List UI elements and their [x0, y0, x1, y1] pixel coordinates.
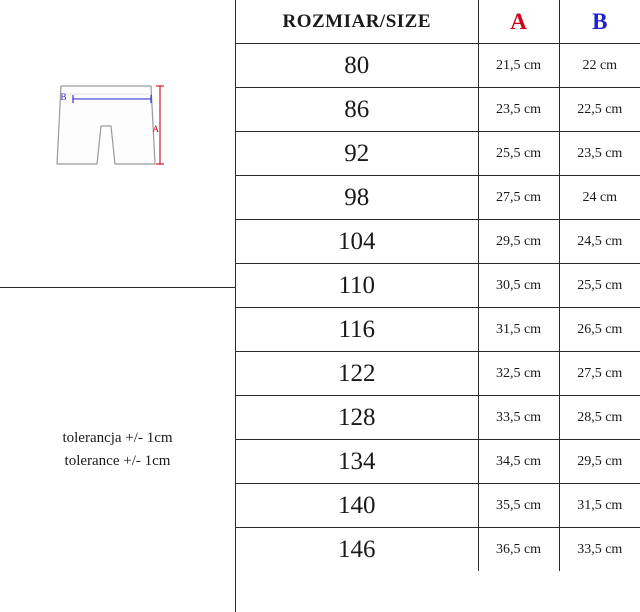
cell-b: 23,5 cm [559, 132, 640, 176]
cell-a: 33,5 cm [478, 396, 559, 440]
header-size: ROZMIAR/SIZE [236, 0, 478, 44]
cell-a: 36,5 cm [478, 528, 559, 572]
header-a: A [478, 0, 559, 44]
cell-b: 33,5 cm [559, 528, 640, 572]
cell-a: 34,5 cm [478, 440, 559, 484]
cell-a: 32,5 cm [478, 352, 559, 396]
tolerance-line-en: tolerance +/- 1cm [64, 453, 171, 469]
cell-b: 24,5 cm [559, 220, 640, 264]
table-row [236, 176, 640, 220]
cell-size: 80 [236, 44, 478, 88]
cell-b: 24 cm [559, 176, 640, 220]
cell-size: 98 [236, 176, 478, 220]
table-row [236, 528, 640, 572]
table-header-row [236, 0, 640, 44]
cell-size: 86 [236, 88, 478, 132]
cell-a: 21,5 cm [478, 44, 559, 88]
table-row [236, 484, 640, 528]
cell-a: 25,5 cm [478, 132, 559, 176]
cell-b: 22 cm [559, 44, 640, 88]
cell-b: 29,5 cm [559, 440, 640, 484]
table-row [236, 220, 640, 264]
cell-a: 35,5 cm [478, 484, 559, 528]
table-row [236, 352, 640, 396]
table-header [236, 0, 640, 44]
diagram-label-a: A [152, 123, 159, 134]
shorts-diagram [43, 64, 193, 224]
table-row [236, 132, 640, 176]
cell-size: 134 [236, 440, 478, 484]
cell-size: 116 [236, 308, 478, 352]
cell-size: 92 [236, 132, 478, 176]
tolerance-note [62, 427, 172, 474]
cell-a: 27,5 cm [478, 176, 559, 220]
cell-a: 23,5 cm [478, 88, 559, 132]
cell-b: 25,5 cm [559, 264, 640, 308]
cell-a: 31,5 cm [478, 308, 559, 352]
table-row [236, 264, 640, 308]
diagram-cell [0, 0, 236, 288]
table-row [236, 88, 640, 132]
cell-b: 26,5 cm [559, 308, 640, 352]
cell-b: 22,5 cm [559, 88, 640, 132]
table-row [236, 396, 640, 440]
table-row [236, 308, 640, 352]
cell-size: 146 [338, 535, 376, 563]
cell-a: 30,5 cm [478, 264, 559, 308]
cell-size: 110 [236, 264, 478, 308]
cell-size: 128 [236, 396, 478, 440]
table-row [236, 440, 640, 484]
tolerance-cell [0, 288, 236, 612]
size-table [236, 0, 640, 571]
cell-size: 104 [236, 220, 478, 264]
cell-b: 28,5 cm [559, 396, 640, 440]
diagram-label-b: B [60, 91, 67, 102]
left-column [0, 0, 236, 612]
table-row [236, 44, 640, 88]
size-table-container [236, 0, 640, 612]
cell-size: 140 [236, 484, 478, 528]
header-b: B [559, 0, 640, 44]
tolerance-line-pl: tolerancja +/- 1cm [62, 429, 173, 446]
table-body [236, 44, 640, 572]
cell-size: 122 [236, 352, 478, 396]
cell-b: 27,5 cm [559, 352, 640, 396]
cell-a: 29,5 cm [478, 220, 559, 264]
cell-b: 31,5 cm [559, 484, 640, 528]
shorts-outline-icon [43, 64, 193, 224]
